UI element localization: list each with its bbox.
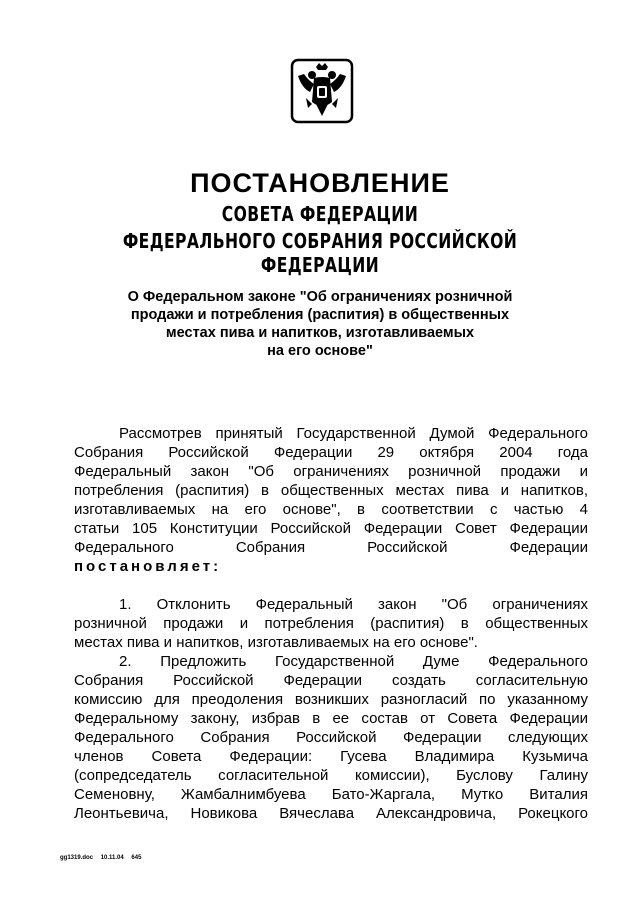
item2-line: Семеновну, Жамбалнимбуева Бато-Жаргала, Мутко Виталия [74,786,588,803]
item2-line: Федеральному закону, избрав в ее состав от Совета Федерации [74,710,588,727]
item2-line: Собрания Российской Федерации создать согласительную [74,672,588,689]
item2-line: Федерального Собрания Российской Федерации следующих [74,729,588,746]
resolves-word: постановляет: [74,558,222,575]
document-title: ПОСТАНОВЛЕНИЕ [190,168,450,198]
body-line: Собрания Российской Федерации 29 октября 2004 года [74,444,588,461]
document-subtitle-assembly: ФЕДЕРАЛЬНОГО СОБРАНИЯ РОССИЙСКОЙ ФЕДЕРАЦИИ [122,229,518,277]
item1-line: местах пива и напитков, изготавливаемых на его основе". [74,634,478,651]
subject-line: О Федеральном законе "Об ограничениях розничной [127,289,513,305]
item1-line: розничной продажи и потребления (распития) в общественных [74,615,588,632]
document-subtitle-council: СОВЕТА ФЕДЕРАЦИИ [221,202,419,226]
coat-of-arms-emblem [290,58,354,124]
document-footer [60,855,147,861]
item2-line: (сопредседатель согласительной комиссии), Буслову Галину [74,767,588,784]
item1-line: 1. Отклонить Федеральный закон "Об ограничениях [119,596,588,613]
footer-filename: gg1319.doc [60,855,94,861]
item2-line: членов Совета Федерации: Гусева Владимира Кузьмича [74,748,588,765]
body-line: Рассмотрев принятый Государственной Думой Федерального [119,425,588,442]
document-subject [96,288,544,360]
item2-line: 2. Предложить Государственной Думе Федерального [119,653,588,670]
body-line: изготавливаемых на его основе", в соответствии с частью 4 [74,501,588,518]
paragraph-gap [74,576,588,595]
subject-line: продажи и потребления (распития) в общественных [130,307,510,323]
item2-line: комиссию для преодоления возникших разногласий по указанному [74,691,588,708]
footer-date: 10.11.04 [100,855,124,861]
body-line: Федерального Собрания Российской Федерации [74,539,588,556]
subject-line: на его основе" [267,343,373,359]
document-body [74,424,588,823]
item2-line: Леонтьевича, Новикова Вячеслава Александровича, Рокецкого [74,805,588,822]
body-line: потребления (распития) в общественных местах пива и напитков, [74,482,588,499]
body-line: статьи 105 Конституции Российской Федерации Совет Федерации [74,520,588,537]
footer-code: 645 [131,855,142,861]
subject-line: местах пива и напитков, изготавливаемых [165,325,475,341]
body-line: Федеральный закон "Об ограничениях розничной продажи и [74,463,588,480]
